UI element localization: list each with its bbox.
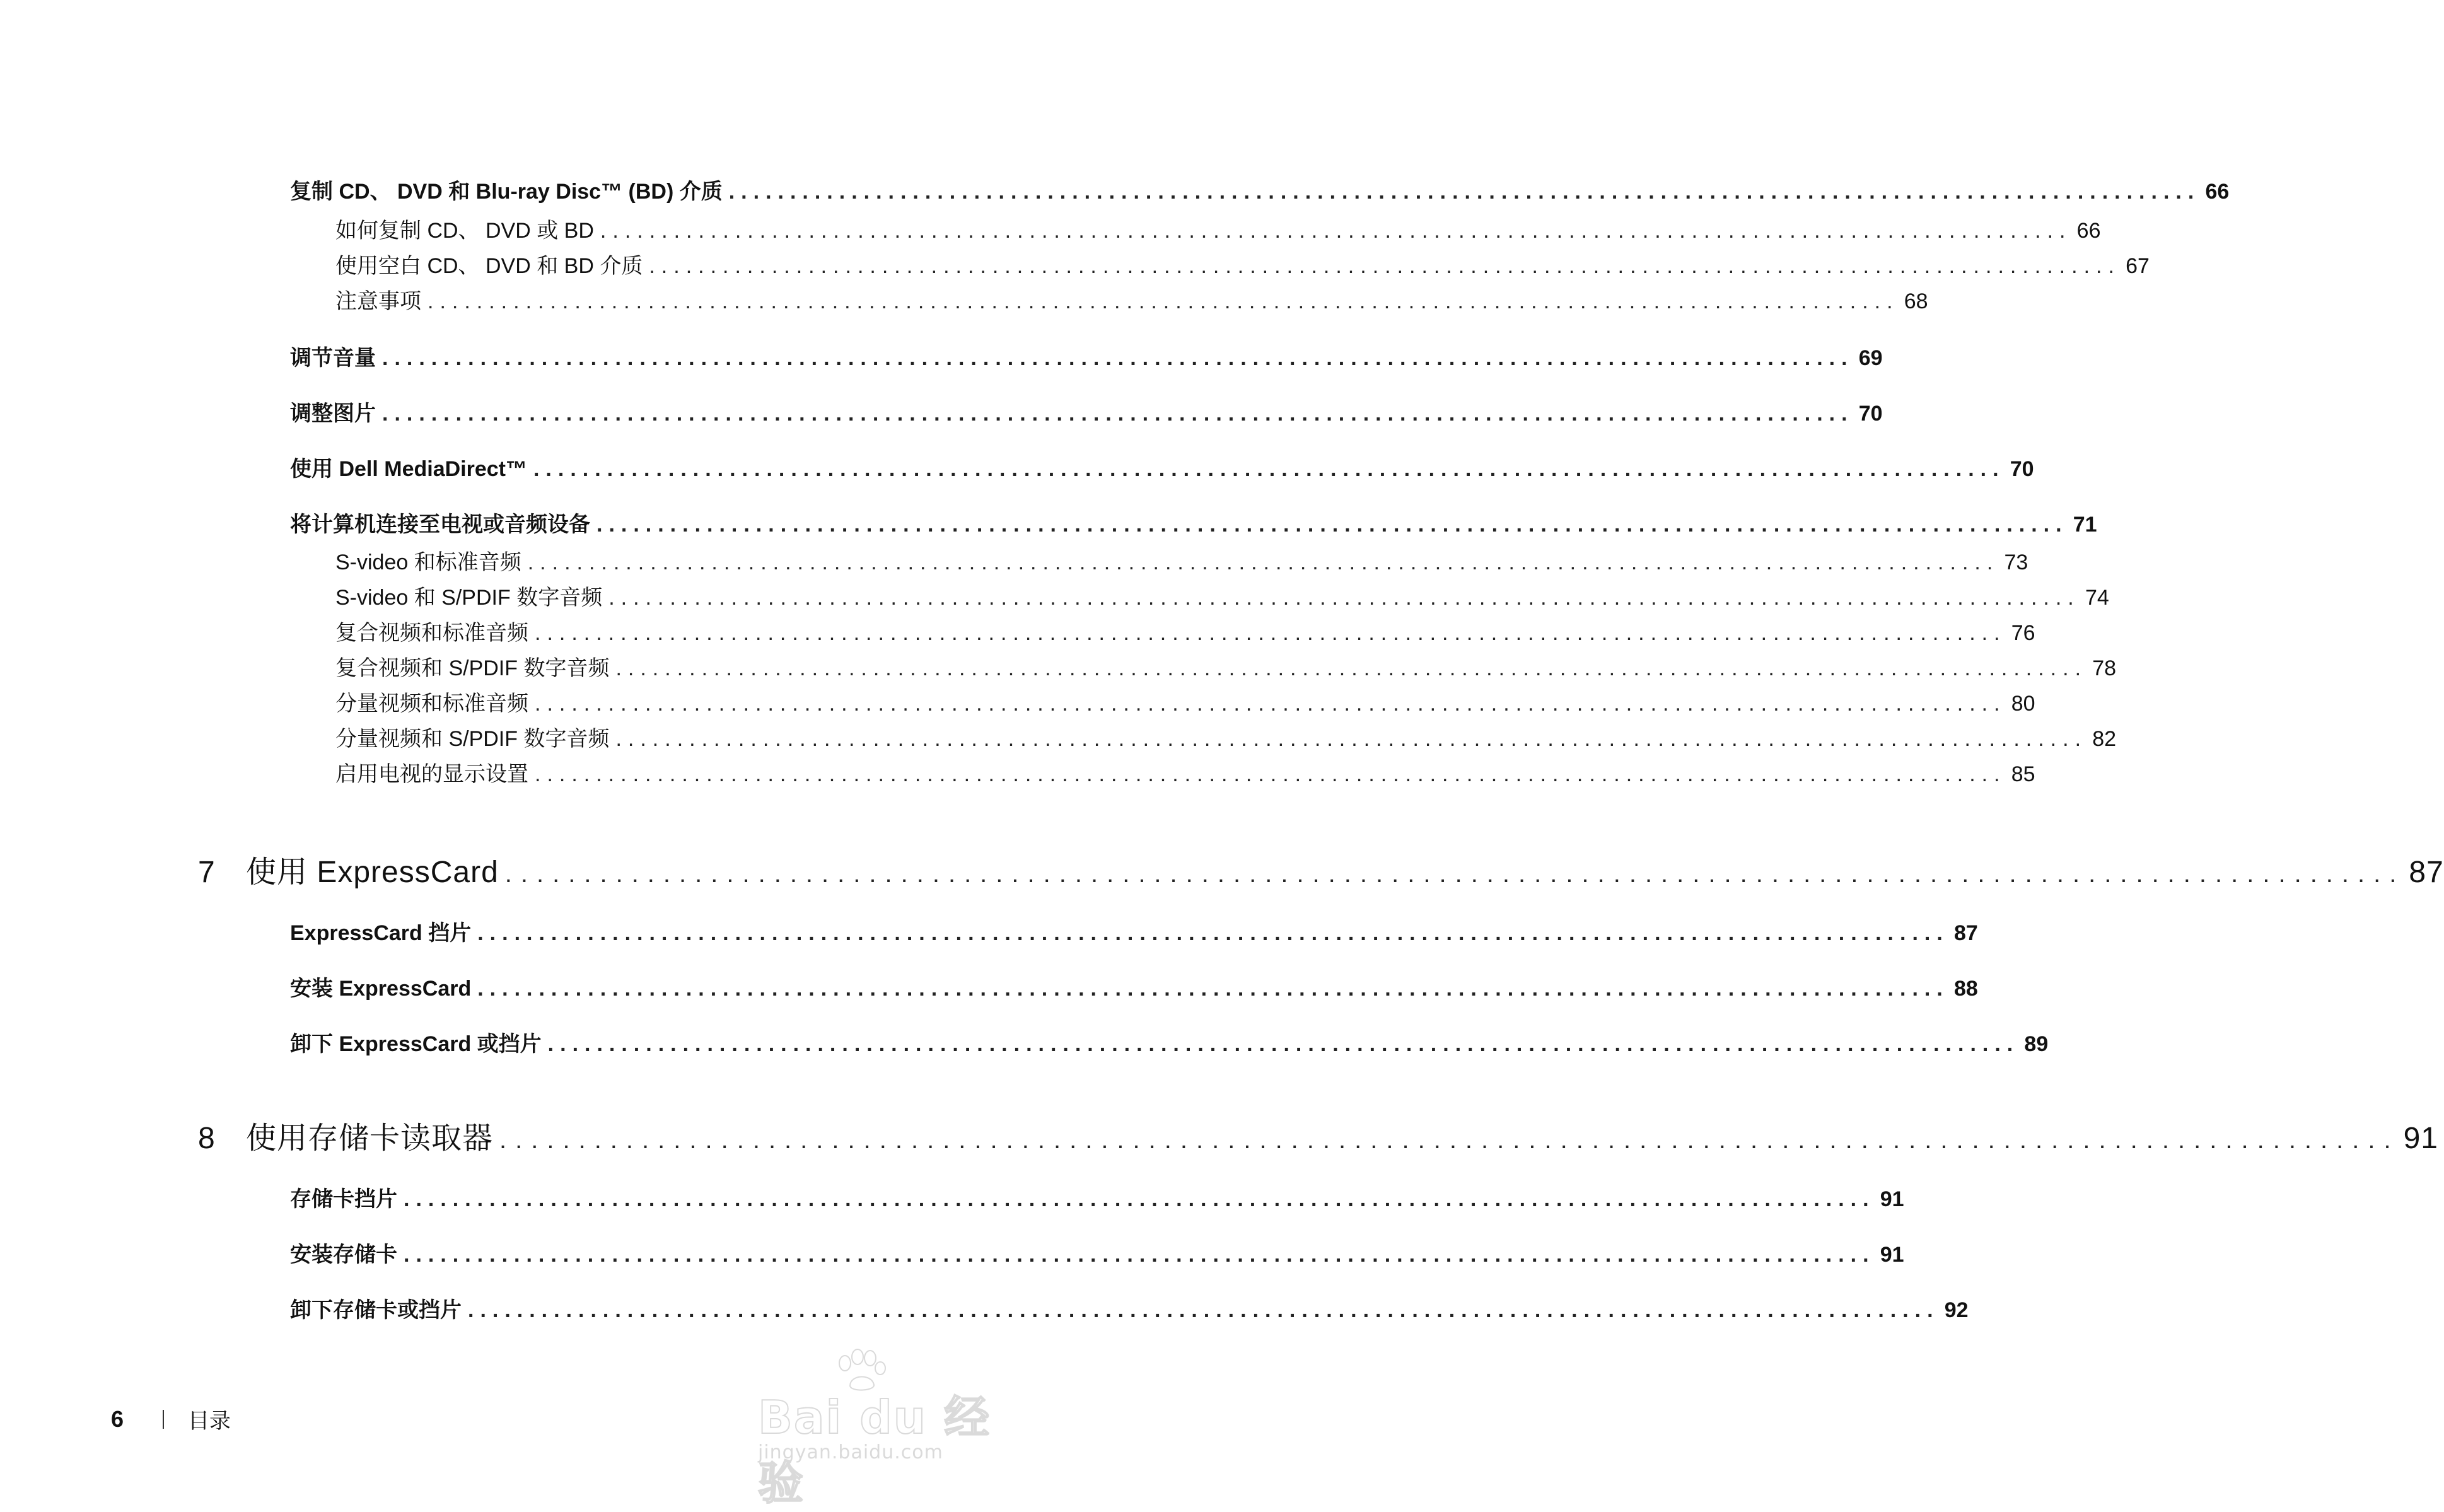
toc-chapter-memory-card-reader[interactable] (198, 1114, 2438, 1157)
toc-entry-title: 复合视频和标准音频 (335, 621, 528, 645)
watermark-brand: Bai du 经验 (758, 1391, 991, 1509)
toc-entry-page: 69 (1858, 346, 1883, 370)
toc-entry-page: 80 (2011, 692, 2035, 716)
toc-section-mediadirect[interactable] (290, 451, 2034, 482)
toc-chapter-expresscard[interactable] (198, 847, 2444, 891)
toc-section-install-expresscard[interactable] (290, 971, 1978, 1002)
dot-leader: ........................................................................................................................ (499, 1126, 2400, 1154)
dot-leader: ........................................................................................................................ (504, 860, 2406, 888)
dot-leader: ........................................................................................................................ (477, 921, 1949, 945)
toc-entry-page: 73 (2004, 550, 2028, 574)
toc-section-volume[interactable] (290, 340, 1883, 371)
toc-entry-page: 74 (2085, 586, 2109, 610)
toc-sub-blank-media[interactable] (335, 248, 2150, 279)
dot-leader: ........................................................................................................................ (468, 1298, 1940, 1322)
toc-sub-notes[interactable] (335, 284, 1928, 315)
toc-entry-page: 91 (1880, 1187, 1904, 1211)
dot-leader: ........................................................................................................................ (728, 180, 2201, 204)
toc-entry-title: 将计算机连接至电视或音频设备 (290, 513, 590, 537)
dot-leader: ........................................................................................................................ (615, 727, 2088, 751)
dot-leader: ........................................................................................................................ (547, 1032, 2020, 1056)
toc-entry-title: 使用 Dell MediaDirect™ (290, 457, 527, 481)
toc-sub-composite-standard[interactable] (335, 615, 2035, 646)
dot-leader: ........................................................................................................................ (527, 550, 1999, 574)
toc-entry-page: 78 (2092, 656, 2117, 680)
toc-entry-page: 88 (1953, 977, 1978, 1001)
toc-entry-page: 76 (2011, 621, 2035, 645)
toc-entry-page: 87 (1953, 921, 1978, 945)
footer-section-title: 目录 (188, 1409, 231, 1433)
dot-leader: ........................................................................................................................ (535, 621, 2006, 645)
watermark-url: jingyan.baidu.com (758, 1441, 943, 1463)
toc-entry-title: S-video 和 S/PDIF 数字音频 (335, 586, 603, 610)
toc-sub-tv-display-settings[interactable] (335, 757, 2035, 788)
toc-entry-title: 安装 ExpressCard (290, 977, 472, 1001)
toc-entry-title: ExpressCard 挡片 (290, 921, 472, 945)
toc-entry-page: 89 (2024, 1032, 2049, 1056)
toc-sub-component-spdif[interactable] (335, 721, 2117, 752)
dot-leader: ........................................................................................................................ (608, 586, 2080, 610)
toc-sub-svideo-standard[interactable] (335, 545, 2028, 576)
toc-entry-title: 复制 CD、 DVD 和 Blu-ray Disc™ (BD) 介质 (290, 180, 723, 204)
toc-section-remove-expresscard[interactable] (290, 1026, 2049, 1057)
toc-entry-title: 调节音量 (290, 346, 376, 370)
toc-section-copy-media[interactable] (290, 174, 2230, 205)
page-footer (111, 1404, 231, 1434)
dot-leader: ........................................................................................................................ (600, 219, 2072, 243)
toc-entry-title: 卸下存储卡或挡片 (290, 1298, 462, 1322)
footer-page-number: 6 (111, 1405, 124, 1432)
toc-entry-title: 卸下 ExpressCard 或挡片 (290, 1032, 542, 1056)
dot-leader: ........................................................................................................................ (649, 254, 2121, 278)
toc-entry-title: 如何复制 CD、 DVD 或 BD (335, 219, 594, 243)
toc-sub-composite-spdif[interactable] (335, 651, 2117, 682)
toc-entry-page: 66 (2205, 180, 2230, 204)
dot-leader: ........................................................................................................................ (404, 1187, 1875, 1211)
toc-entry-page: 70 (1858, 402, 1883, 426)
toc-entry-title: 分量视频和 S/PDIF 数字音频 (335, 727, 610, 751)
chapter-number: 7 (198, 856, 216, 889)
dot-leader: ........................................................................................................................ (477, 977, 1949, 1001)
dot-leader: ........................................................................................................................ (533, 457, 2005, 481)
dot-leader: ........................................................................................................................ (535, 762, 2006, 786)
toc-entry-title: 存储卡挡片 (290, 1187, 397, 1211)
toc-entry-page: 91 (1880, 1243, 1904, 1267)
toc-entry-page: 68 (1904, 289, 1928, 313)
toc-entry-title: 安装存储卡 (290, 1243, 397, 1267)
toc-entry-title: 复合视频和 S/PDIF 数字音频 (335, 656, 610, 680)
toc-sub-component-standard[interactable] (335, 686, 2035, 717)
toc-entry-page: 67 (2126, 254, 2150, 278)
toc-entry-page: 85 (2011, 762, 2035, 786)
toc-section-expresscard-blank[interactable] (290, 916, 1978, 946)
toc-entry-title: 调整图片 (290, 402, 376, 426)
toc-entry-page: 91 (2403, 1122, 2438, 1155)
toc-section-remove-card[interactable] (290, 1293, 1969, 1323)
toc-sub-how-to-copy[interactable] (335, 213, 2101, 244)
dot-leader: ........................................................................................................................ (382, 346, 1854, 370)
chapter-number: 8 (198, 1122, 216, 1155)
dot-leader: ........................................................................................................................ (615, 656, 2088, 680)
toc-entry-page: 92 (1944, 1298, 1969, 1322)
toc-entry-page: 82 (2092, 727, 2117, 751)
toc-entry-title: 分量视频和标准音频 (335, 692, 528, 716)
dot-leader: ........................................................................................................................ (428, 289, 1899, 313)
toc-section-card-blank[interactable] (290, 1182, 1904, 1213)
toc-entry-page: 70 (2010, 457, 2034, 481)
dot-leader: ........................................................................................................................ (535, 692, 2006, 716)
toc-sub-svideo-spdif[interactable] (335, 580, 2109, 611)
toc-section-adjust-picture[interactable] (290, 396, 1883, 427)
baidu-watermark (752, 1349, 1016, 1509)
toc-entry-page: 71 (2073, 513, 2097, 537)
toc-entry-title: 使用空白 CD、 DVD 和 BD 介质 (335, 254, 643, 278)
dot-leader: ........................................................................................................................ (382, 402, 1854, 426)
toc-entry-title: 注意事项 (335, 289, 421, 313)
dot-leader: ........................................................................................................................ (596, 513, 2068, 537)
footer-divider (163, 1410, 164, 1429)
toc-entry-page: 66 (2076, 219, 2101, 243)
toc-entry-title: 使用 ExpressCard (246, 856, 499, 889)
toc-entry-title: S-video 和标准音频 (335, 550, 521, 574)
toc-section-connect-tv[interactable] (290, 507, 2097, 538)
dot-leader: ........................................................................................................................ (404, 1243, 1875, 1267)
toc-entry-page: 87 (2409, 856, 2444, 889)
toc-entry-title: 启用电视的显示设置 (335, 762, 528, 786)
toc-section-install-card[interactable] (290, 1237, 1904, 1268)
toc-entry-title: 使用存储卡读取器 (246, 1122, 494, 1155)
